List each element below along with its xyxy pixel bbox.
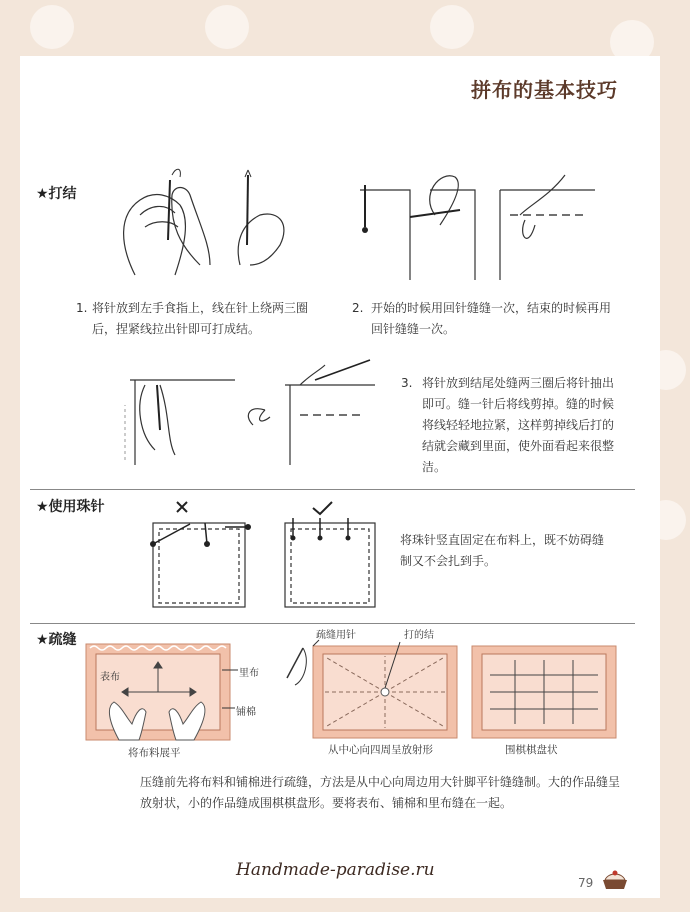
section-divider [30,489,635,490]
spread-fabric-illustration [84,642,234,742]
grid-basting-illustration [470,640,620,740]
caption-spread-fabric: 将布料展平 [128,747,181,759]
background-flower-dot [430,5,474,49]
backstitch-illustration [350,165,600,285]
step-number: 3. [401,376,413,390]
section-heading-knot: ★打结 [36,186,77,202]
knot-step2-text: 开始的时候用回针缝缝一次，结束的时候再用回针缝缝一次。 [371,301,612,336]
background-flower-dot [30,5,74,49]
cake-icon [600,868,630,890]
caption-radial: 从中心向四周呈放射形 [328,744,433,756]
label-top-fabric: 表布 [100,672,120,683]
pins-text: 将珠针竖直固定在布料上，既不妨碍缝制又不会扎到手。 [400,533,605,568]
caption-grid: 围棋棋盘状 [505,744,558,756]
pin-correct-illustration [280,498,380,608]
section-divider [30,623,635,624]
page-number: 79 [578,876,594,890]
pin-wrong-illustration [145,498,255,608]
footer-site-watermark: Handmade-paradise.ru [236,860,435,880]
label-basting-needle: 疏缝用针 [316,630,356,641]
knot-step1-text: 将针放到左手食指上，线在针上绕两三圈后，捏紧线拉出针即可打成结。 [92,301,309,336]
label-leader-lines [222,666,242,716]
knot-step3-text: 将针放到结尾处缝两三圈后将针抽出即可。缝一针后将线剪掉。缝的时候将线轻轻地拉紧，这样剪掉线后打的结就会藏到里面，使外面看起来很整洁。 [422,376,615,474]
page-title: 拼布的基本技巧 [471,78,618,102]
knot-hand-illustration [110,165,300,285]
background-flower-dot [205,5,249,49]
step-number: 2. [352,301,364,315]
section-heading-basting: ★疏缝 [36,632,77,648]
radial-basting-illustration [285,640,460,740]
step-number: 1. [76,301,88,315]
label-knot: 打的结 [404,630,434,641]
label-batting: 铺棉 [236,707,256,718]
end-knot-illustration [115,355,375,470]
label-backing: 里布 [239,668,259,679]
section-heading-pins: ★使用珠针 [36,499,105,515]
basting-text: 压缝前先将布料和铺棉进行疏缝，方法是从中心向周边用大针脚平针缝缝制。大的作品缝呈放射状，小的作品缝成围棋棋盘形。要将表布、铺棉和里布缝在一起。 [140,775,621,810]
